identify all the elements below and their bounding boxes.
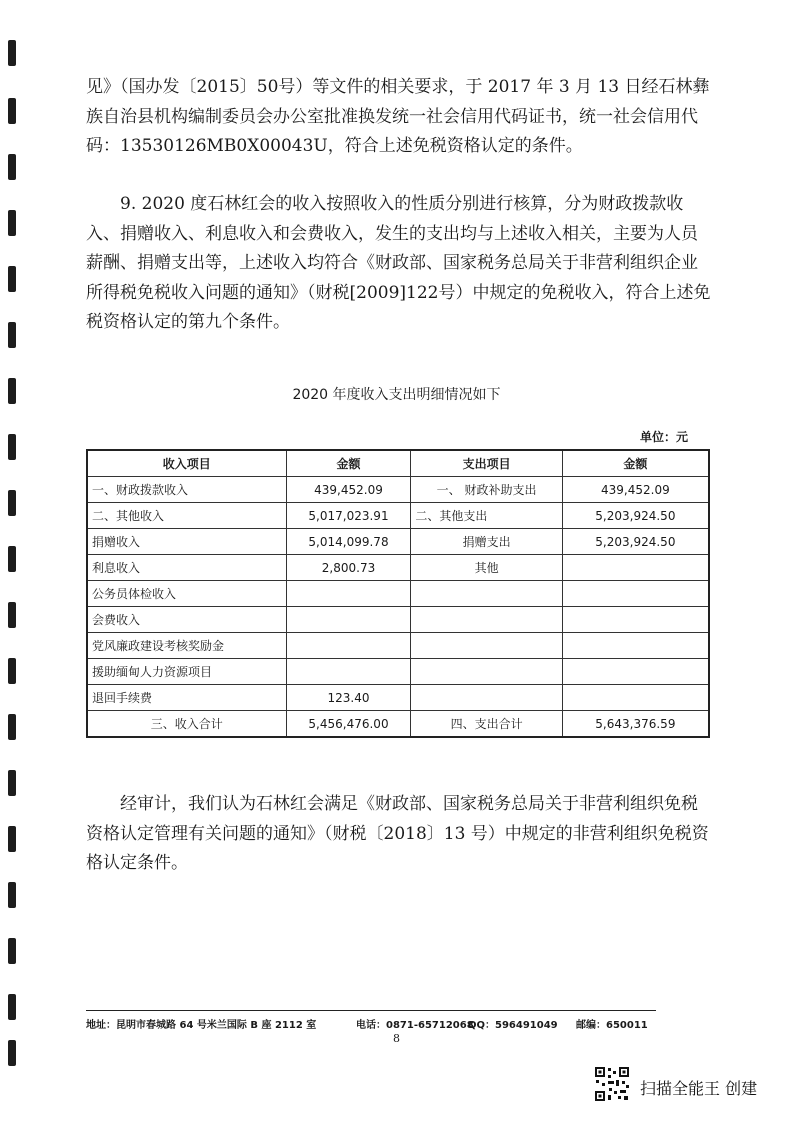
income-amount: 5,014,099.78 bbox=[286, 529, 411, 555]
income-item: 退回手续费 bbox=[87, 685, 286, 711]
expense-amount bbox=[562, 581, 709, 607]
footer-address: 地址：昆明市春城路 64 号米兰国际 B 座 2112 室 bbox=[86, 1020, 317, 1031]
footer-divider bbox=[86, 1010, 656, 1011]
header-expense-amount: 金额 bbox=[562, 450, 709, 477]
income-item: 利息收入 bbox=[87, 555, 286, 581]
table-row bbox=[87, 633, 709, 659]
table-row bbox=[87, 529, 709, 555]
income-item: 党风廉政建设考核奖励金 bbox=[87, 633, 286, 659]
table-total-row bbox=[87, 711, 709, 738]
footer-phone: 电话：0871-65712068 bbox=[356, 1020, 474, 1031]
expense-amount bbox=[562, 607, 709, 633]
income-item: 会费收入 bbox=[87, 607, 286, 633]
expense-amount bbox=[562, 659, 709, 685]
expense-amount: 5,203,924.50 bbox=[562, 529, 709, 555]
footer-qq: QQ：596491049 bbox=[468, 1020, 558, 1031]
expense-total-amount: 5,643,376.59 bbox=[562, 711, 709, 738]
table-row bbox=[87, 685, 709, 711]
table-title: 2020 年度收入支出明细情况如下 bbox=[292, 387, 501, 403]
expense-item bbox=[411, 581, 562, 607]
footer-postcode: 邮编：650011 bbox=[576, 1020, 648, 1031]
expense-amount bbox=[562, 555, 709, 581]
expense-item bbox=[411, 659, 562, 685]
expense-item: 捐赠支出 bbox=[411, 529, 562, 555]
table-row bbox=[87, 477, 709, 503]
header-income-amount: 金额 bbox=[286, 450, 411, 477]
income-amount bbox=[286, 607, 411, 633]
income-expense-table bbox=[86, 449, 710, 738]
expense-item: 一、 财政补助支出 bbox=[411, 477, 562, 503]
income-item: 捐赠收入 bbox=[87, 529, 286, 555]
expense-item: 二、其他支出 bbox=[411, 503, 562, 529]
expense-item: 其他 bbox=[411, 555, 562, 581]
paragraph-credit-code: 见》（国办发〔2015〕50号）等文件的相关要求，于 2017 年 3 月 13 日经石林彝族自治县机构编制委员会办公室批准换发统一社会信用代码证书，统一社会信用代码：13530126MB0X00043U，符合上述免税资格认定的条件。 bbox=[86, 77, 710, 156]
qr-code-icon bbox=[594, 1066, 630, 1102]
income-amount: 439,452.09 bbox=[286, 477, 411, 503]
expense-amount: 5,203,924.50 bbox=[562, 503, 709, 529]
income-amount bbox=[286, 633, 411, 659]
paragraph-audit-conclusion: 经审计，我们认为石林红会满足《财政部、国家税务总局关于非营利组织免税资格认定管理有关问题的通知》（财税〔2018〕13 号）中规定的非营利组织免税资格认定条件。 bbox=[86, 794, 709, 873]
expense-amount: 439,452.09 bbox=[562, 477, 709, 503]
income-item: 一、财政拨款收入 bbox=[87, 477, 286, 503]
expense-item bbox=[411, 607, 562, 633]
expense-item bbox=[411, 685, 562, 711]
income-total-amount: 5,456,476.00 bbox=[286, 711, 411, 738]
income-amount: 123.40 bbox=[286, 685, 411, 711]
income-amount: 2,800.73 bbox=[286, 555, 411, 581]
scanner-watermark: 扫描全能王 创建 bbox=[640, 1079, 758, 1098]
income-total-label: 三、收入合计 bbox=[87, 711, 286, 738]
table-row bbox=[87, 503, 709, 529]
header-expense-item: 支出项目 bbox=[411, 450, 562, 477]
table-header-row bbox=[87, 450, 709, 477]
paragraph-income-classification: 9. 2020 度石林红会的收入按照收入的性质分别进行核算，分为财政拨款收入、捐赠收入、利息收入和会费收入，发生的支出均与上述收入相关，主要为人员薪酬、捐赠支出等，上述收入均符合《财政部、国家税务总局关于非营利组织企业所得税免税收入问题的通知》（财税[2009]122号）中规定的免税收入，符合上述免税资格认定的第九个条件。 bbox=[86, 194, 711, 332]
income-item: 二、其他收入 bbox=[87, 503, 286, 529]
expense-amount bbox=[562, 685, 709, 711]
table-row bbox=[87, 555, 709, 581]
table-row bbox=[87, 607, 709, 633]
expense-item bbox=[411, 633, 562, 659]
page-number: 8 bbox=[393, 1032, 400, 1045]
table-unit: 单位：元 bbox=[640, 430, 689, 444]
income-amount: 5,017,023.91 bbox=[286, 503, 411, 529]
income-amount bbox=[286, 659, 411, 685]
table-row bbox=[87, 659, 709, 685]
income-amount bbox=[286, 581, 411, 607]
income-item: 援助缅甸人力资源项目 bbox=[87, 659, 286, 685]
income-item: 公务员体检收入 bbox=[87, 581, 286, 607]
expense-total-label: 四、支出合计 bbox=[411, 711, 562, 738]
header-income-item: 收入项目 bbox=[87, 450, 286, 477]
binding-holes bbox=[6, 30, 20, 1070]
table-row bbox=[87, 581, 709, 607]
expense-amount bbox=[562, 633, 709, 659]
